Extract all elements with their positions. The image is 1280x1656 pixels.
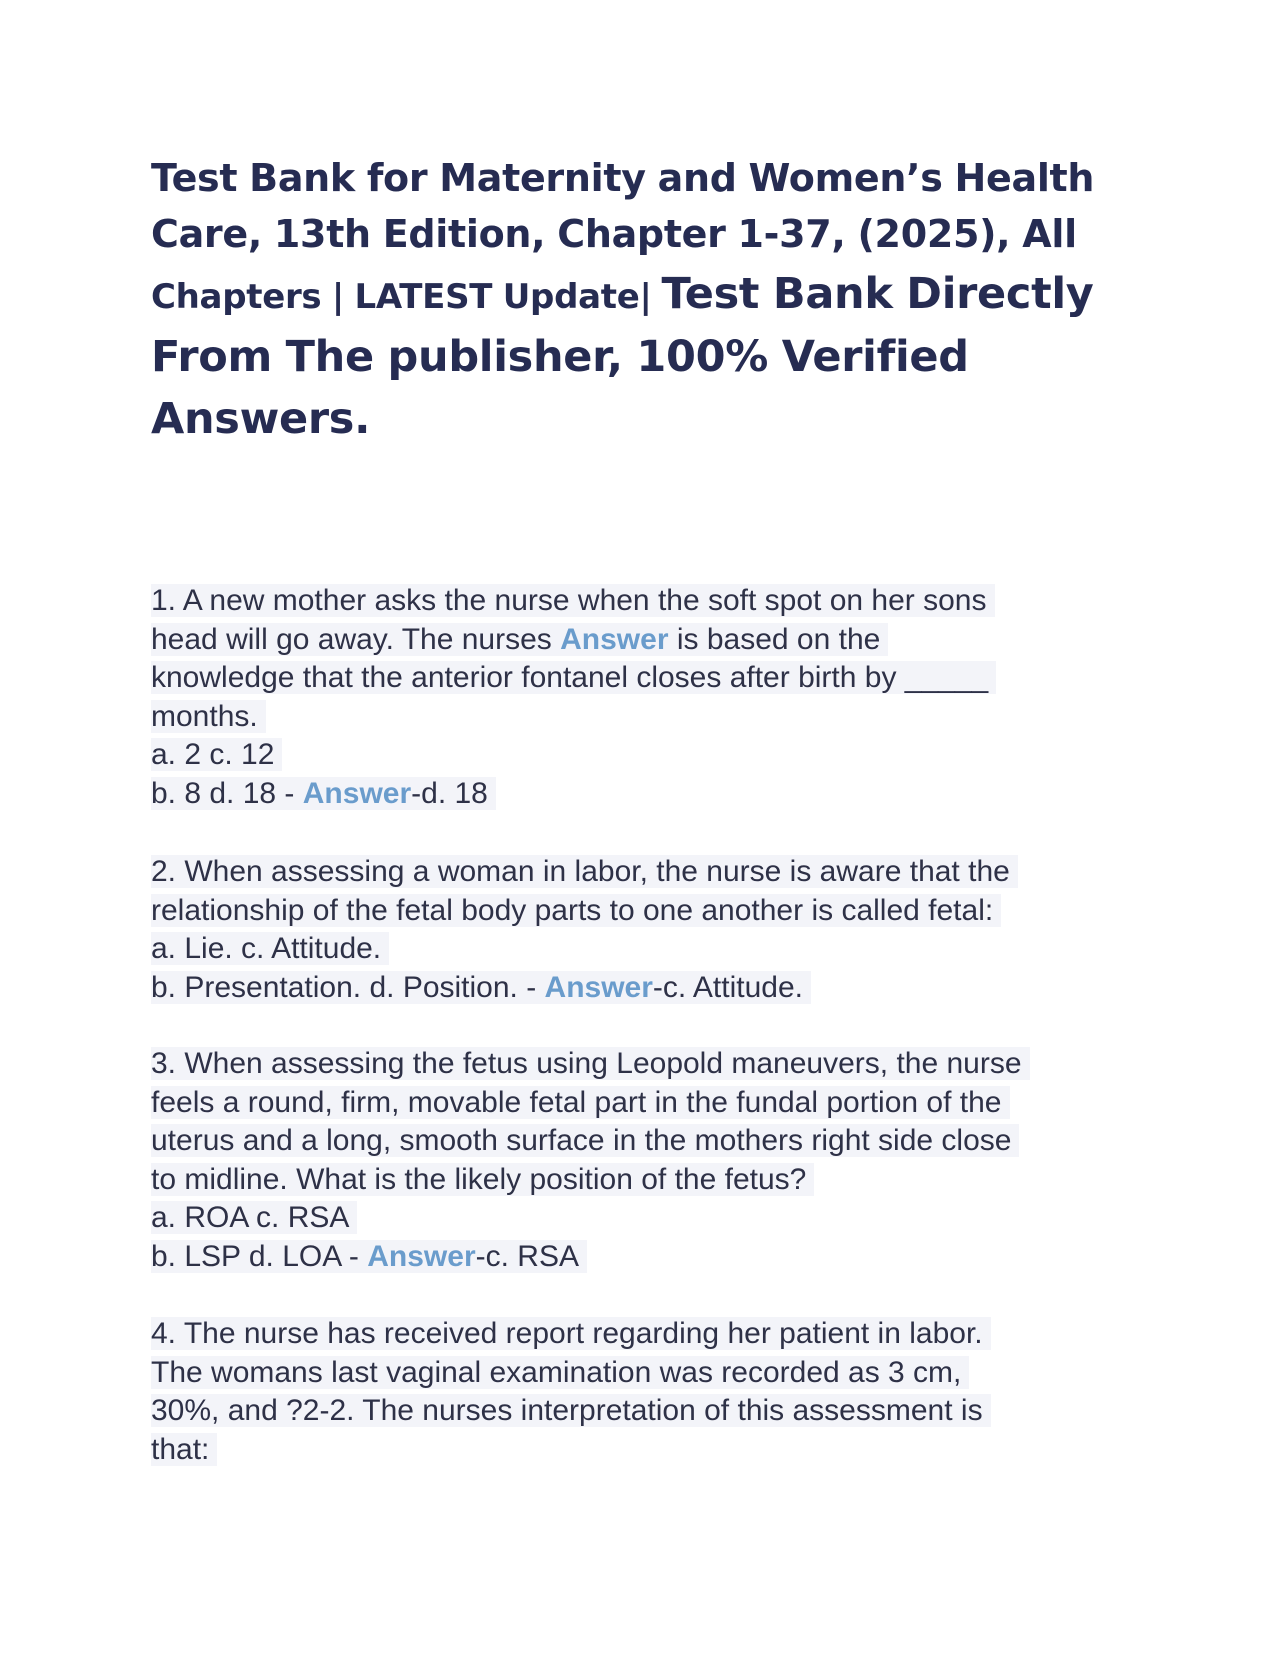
question-line <box>151 1122 1030 1161</box>
option-text: a. Lie. c. Attitude. <box>151 932 389 965</box>
question-text: that: <box>151 1433 217 1466</box>
title-line-1: Test Bank for Maternity and Women’s Health <box>151 156 1095 200</box>
question-line <box>151 1045 1030 1084</box>
option-text <box>151 777 496 810</box>
question-text: 3. When assessing the fetus using Leopold maneuvers, the nurse <box>151 1047 1030 1080</box>
question-1 <box>151 582 996 814</box>
document-title <box>151 150 1141 450</box>
option-text <box>151 1240 587 1273</box>
option-text-part: b. Presentation. d. Position. - <box>151 970 545 1004</box>
question-text <box>151 623 888 656</box>
question-text: 1. A new mother asks the nurse when the soft spot on her sons <box>151 584 995 617</box>
question-line <box>151 1315 991 1354</box>
question-text: 4. The nurse has received report regarding her patient in labor. <box>151 1317 991 1350</box>
answer-label: Answer <box>367 1239 476 1273</box>
question-4 <box>151 1315 991 1469</box>
option-text-part: b. 8 d. 18 - <box>151 776 303 810</box>
question-line <box>151 853 1018 892</box>
answer-label: Answer <box>302 776 412 810</box>
question-text: to midline. What is the likely position of the fetus? <box>151 1163 814 1196</box>
answer-label: Answer <box>544 970 653 1004</box>
option-text: a. 2 c. 12 <box>151 738 282 771</box>
question-line <box>151 1354 991 1393</box>
question-text: 30%, and ?2-2. The nurses interpretation of this assessment is <box>151 1394 991 1427</box>
option-line <box>151 1238 1030 1277</box>
question-line <box>151 582 996 621</box>
option-line <box>151 736 996 775</box>
question-text: uterus and a long, smooth surface in the mothers right side close <box>151 1124 1019 1157</box>
question-text-part: head will go away. The nurses <box>151 622 561 656</box>
option-text: a. ROA c. RSA <box>151 1201 357 1234</box>
title-line-5: Answers. <box>151 394 371 444</box>
question-text: The womans last vaginal examination was recorded as 3 cm, <box>151 1356 969 1389</box>
question-text: knowledge that the anterior fontanel closes after birth by _____ <box>151 661 996 694</box>
question-text: months. <box>151 700 266 733</box>
title-line-3 <box>151 262 1141 326</box>
question-line <box>151 698 996 737</box>
question-line <box>151 659 996 698</box>
question-line <box>151 1392 991 1431</box>
answer-value: -c. Attitude. <box>652 970 803 1004</box>
question-text-part: is based on the <box>668 622 881 656</box>
question-text: 2. When assessing a woman in labor, the nurse is aware that the <box>151 855 1018 888</box>
answer-value: -c. RSA <box>475 1239 579 1273</box>
question-line <box>151 1084 1030 1123</box>
title-line-4: From The publisher, 100% Verified <box>151 332 969 382</box>
question-line <box>151 892 1018 931</box>
question-line <box>151 1161 1030 1200</box>
title-line-3-small: Chapters | LATEST Update| <box>151 277 652 317</box>
question-text: relationship of the fetal body parts to one another is called fetal: <box>151 894 1001 927</box>
question-line <box>151 621 996 660</box>
question-2 <box>151 853 1018 1007</box>
question-text: feels a round, firm, movable fetal part in the fundal portion of the <box>151 1086 1010 1119</box>
answer-value: -d. 18 <box>411 776 488 810</box>
question-line <box>151 1431 991 1470</box>
option-text <box>151 971 811 1004</box>
option-line <box>151 775 996 814</box>
answer-label: Answer <box>560 622 669 656</box>
title-line-3-large: Test Bank Directly <box>661 269 1094 319</box>
option-line <box>151 1199 1030 1238</box>
question-3 <box>151 1045 1030 1277</box>
option-line <box>151 969 1018 1008</box>
title-line-2: Care, 13th Edition, Chapter 1-37, (2025), All <box>151 212 1077 256</box>
option-line <box>151 930 1018 969</box>
option-text-part: b. LSP d. LOA - <box>151 1239 368 1273</box>
